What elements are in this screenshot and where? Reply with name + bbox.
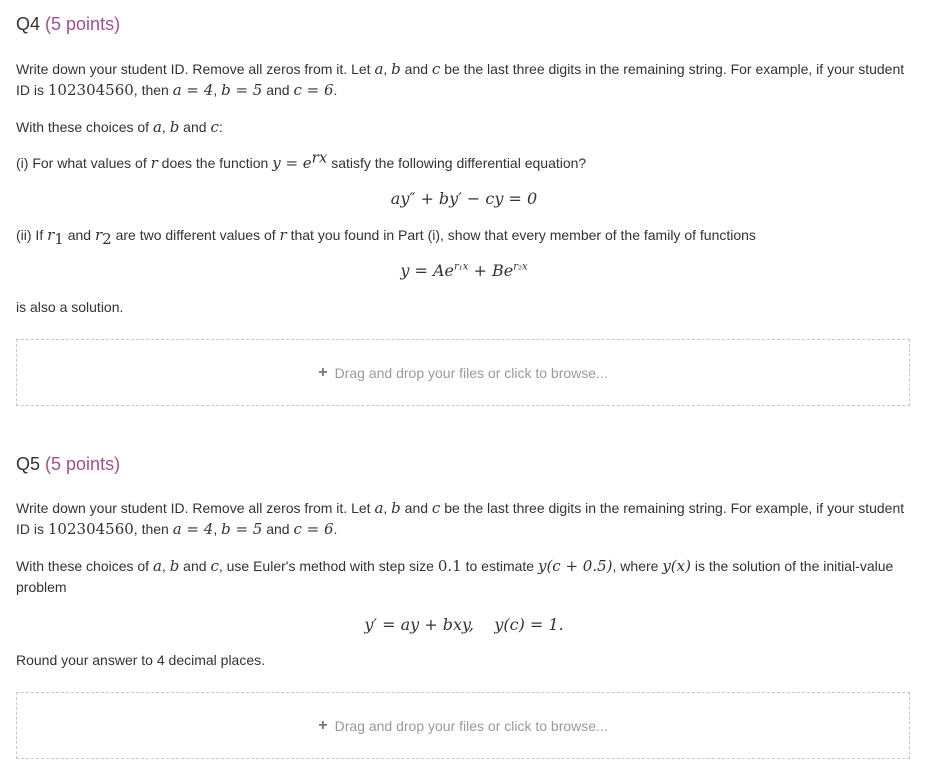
family-of-functions: $y = Ae^{r_1x} + Be^{r_2x}$	[400, 261, 528, 280]
question-number: Q5	[16, 454, 41, 474]
euler-paragraph: With these choices of a, b and c, use Euler's method with step size 0.1 to estimate y(c + 0.5), where y(x) is the solution of the initial-value problem	[16, 557, 894, 595]
choices-paragraph: With these choices of a, b and c:	[16, 118, 223, 136]
rounding-note: Round your answer to 4 decimal places.	[16, 652, 266, 668]
solution-note: is also a solution.	[16, 299, 124, 315]
question-number: Q4	[16, 14, 41, 34]
part-ii-paragraph: (ii) If $r_1$ and $r_2$ are two different values of r that you found in Part (i), show that every member of the family of functions	[16, 226, 756, 248]
dropzone-label: Drag and drop your files or click to browse...	[334, 717, 608, 734]
question-q4	[16, 12, 912, 315]
part-i-paragraph: (i) For what values of r does the function $y = e^{rx}$ satisfy the following differential equation?	[16, 148, 587, 172]
plus-icon: +	[318, 716, 328, 734]
initial-value-problem: y′ = ay + bxy, y(c) = 1.	[364, 615, 564, 634]
instruction-paragraph: Write down your student ID. Remove all zeros from it. Let a, b and c be the last three digits in the remaining string. For example, if your student ID is 102304560, then a = 4, b = 5 and c = 6.	[16, 60, 905, 99]
question-points: (5 points)	[45, 454, 121, 474]
file-dropzone-q4[interactable]	[16, 339, 910, 406]
file-dropzone-q5[interactable]	[16, 692, 910, 759]
plus-icon: +	[318, 363, 328, 381]
question-q5	[16, 452, 912, 668]
instruction-paragraph: Write down your student ID. Remove all zeros from it. Let a, b and c be the last three digits in the remaining string. For example, if your student ID is 102304560, then a = 4, b = 5 and c = 6.	[16, 499, 905, 538]
question-header	[16, 452, 912, 476]
question-header	[16, 12, 912, 36]
dropzone-label: Drag and drop your files or click to browse...	[334, 364, 608, 381]
differential-equation: ay″ + by′ − cy = 0	[390, 189, 538, 208]
question-points: (5 points)	[45, 14, 121, 34]
